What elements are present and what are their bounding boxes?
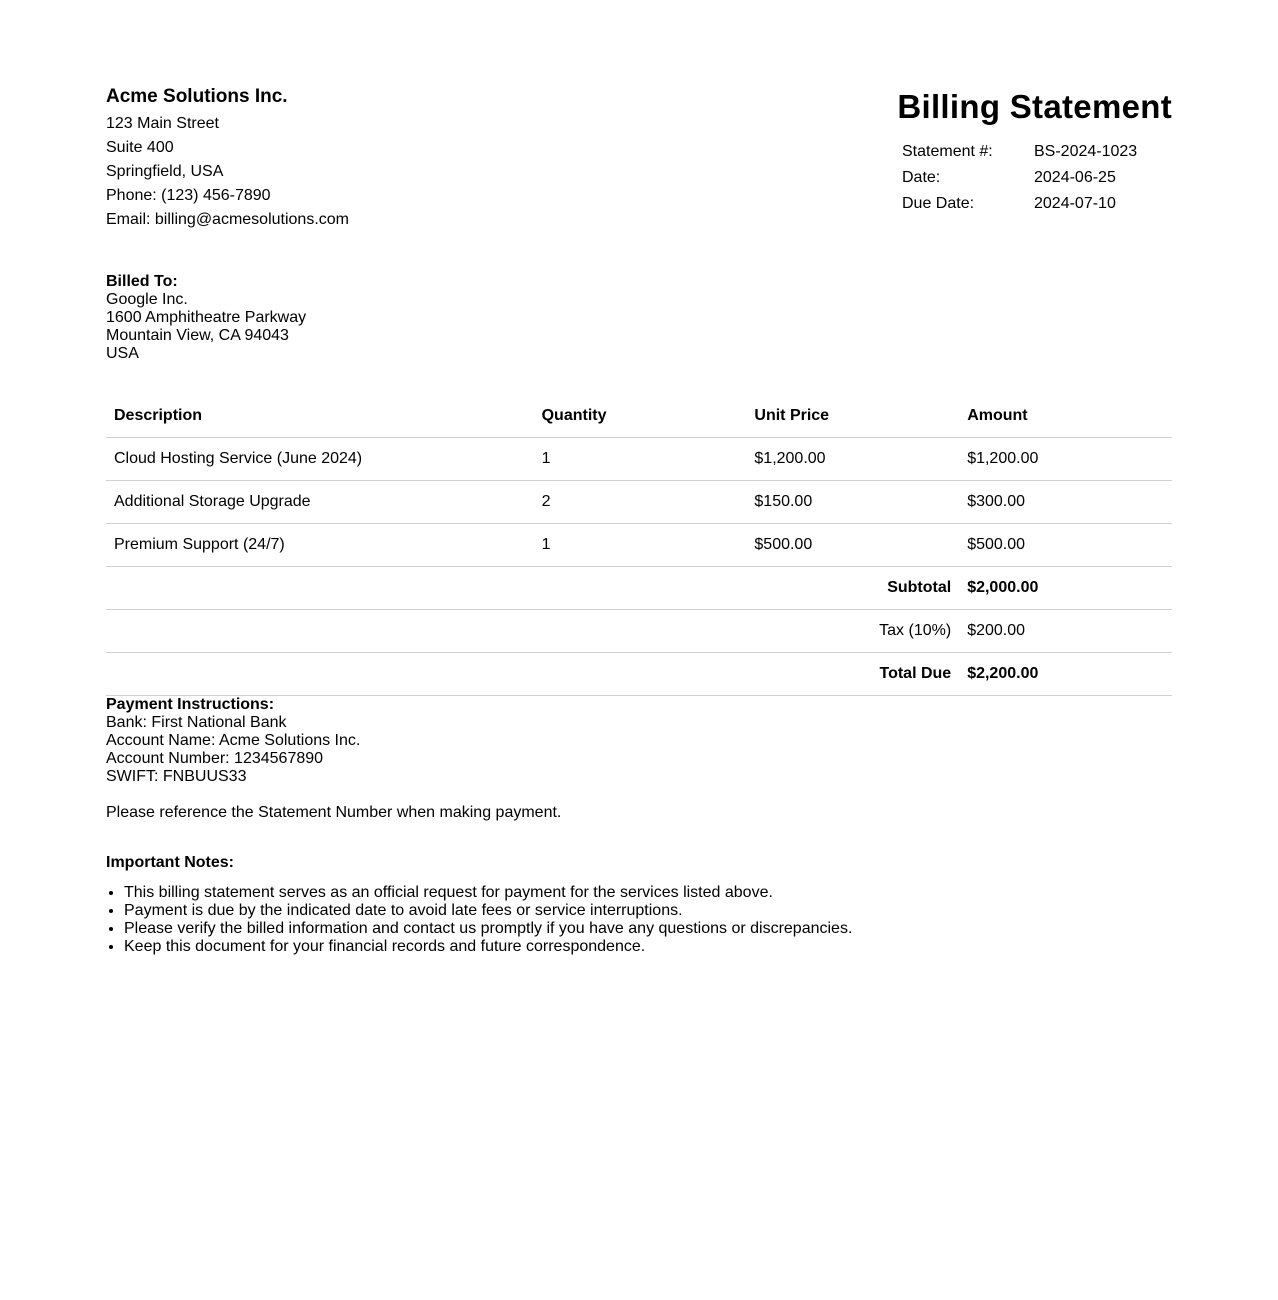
total-label: Total Due bbox=[106, 653, 959, 696]
due-date-value: 2024-07-10 bbox=[1034, 195, 1116, 212]
item-unit-price: $1,200.00 bbox=[746, 438, 959, 481]
item-amount: $500.00 bbox=[959, 524, 1172, 567]
statement-header bbox=[894, 88, 1172, 217]
line-items-table bbox=[106, 395, 1172, 696]
table-header-row bbox=[106, 395, 1172, 438]
notes-list bbox=[106, 884, 852, 956]
total-row bbox=[106, 653, 1172, 696]
subtotal-label: Subtotal bbox=[106, 567, 959, 610]
company-name: Acme Solutions Inc. bbox=[106, 86, 288, 107]
billed-to-heading: Billed To: bbox=[106, 273, 178, 290]
list-item: • Please verify the billed information and contact us promptly if you have any questions or discrepancies. bbox=[124, 920, 852, 938]
item-amount: $1,200.00 bbox=[959, 438, 1172, 481]
billed-to-section bbox=[106, 273, 306, 363]
payment-instructions bbox=[106, 696, 561, 822]
statement-number-label: Statement #: bbox=[902, 143, 993, 160]
due-date-label: Due Date: bbox=[902, 195, 975, 212]
company-email: Email: billing@acmesolutions.com bbox=[106, 211, 349, 228]
list-item: • This billing statement serves as an official request for payment for the services listed above. bbox=[124, 884, 852, 902]
subtotal-row bbox=[106, 567, 1172, 610]
table-row bbox=[106, 438, 1172, 481]
total-value: $2,200.00 bbox=[959, 653, 1172, 696]
item-description: Premium Support (24/7) bbox=[106, 524, 534, 567]
payment-account-number: Account Number: 1234567890 bbox=[106, 750, 324, 767]
list-item: • Keep this document for your financial records and future correspondence. bbox=[124, 938, 852, 956]
column-header-quantity: Quantity bbox=[534, 395, 747, 438]
payment-bank: Bank: First National Bank bbox=[106, 714, 287, 731]
list-item: • Payment is due by the indicated date to avoid late fees or service interruptions. bbox=[124, 902, 852, 920]
billed-to-street: 1600 Amphitheatre Parkway bbox=[106, 309, 307, 326]
company-address-line2: Suite 400 bbox=[106, 139, 174, 156]
column-header-amount: Amount bbox=[959, 395, 1172, 438]
item-unit-price: $500.00 bbox=[746, 524, 959, 567]
page-title: Billing Statement bbox=[897, 88, 1172, 125]
statement-date-value: 2024-06-25 bbox=[1034, 169, 1116, 186]
important-notes bbox=[106, 854, 852, 956]
notes-heading: Important Notes: bbox=[106, 854, 234, 871]
statement-number-value: BS-2024-1023 bbox=[1034, 143, 1138, 160]
payment-account-name: Account Name: Acme Solutions Inc. bbox=[106, 732, 361, 749]
statement-date-row bbox=[894, 165, 1172, 191]
table-row bbox=[106, 524, 1172, 567]
item-description: Cloud Hosting Service (June 2024) bbox=[106, 438, 534, 481]
item-quantity: 2 bbox=[534, 481, 747, 524]
payment-heading: Payment Instructions: bbox=[106, 696, 275, 713]
column-header-unit-price: Unit Price bbox=[746, 395, 959, 438]
company-info bbox=[106, 86, 349, 232]
billed-to-city: Mountain View, CA 94043 bbox=[106, 327, 289, 344]
statement-due-row bbox=[894, 191, 1172, 217]
tax-label: Tax (10%) bbox=[106, 610, 959, 653]
table-row bbox=[106, 481, 1172, 524]
payment-swift: SWIFT: FNBUUS33 bbox=[106, 768, 247, 785]
company-phone: Phone: (123) 456-7890 bbox=[106, 187, 271, 204]
company-city: Springfield, USA bbox=[106, 163, 224, 180]
company-address-line1: 123 Main Street bbox=[106, 115, 219, 132]
item-description: Additional Storage Upgrade bbox=[106, 481, 534, 524]
subtotal-value: $2,000.00 bbox=[959, 567, 1172, 610]
tax-row bbox=[106, 610, 1172, 653]
payment-reference-note: Please reference the Statement Number when making payment. bbox=[106, 804, 562, 821]
item-amount: $300.00 bbox=[959, 481, 1172, 524]
billed-to-name: Google Inc. bbox=[106, 291, 188, 308]
billed-to-country: USA bbox=[106, 345, 139, 362]
statement-date-label: Date: bbox=[902, 169, 941, 186]
tax-value: $200.00 bbox=[959, 610, 1172, 653]
item-unit-price: $150.00 bbox=[746, 481, 959, 524]
item-quantity: 1 bbox=[534, 524, 747, 567]
statement-number-row bbox=[894, 139, 1172, 165]
column-header-description: Description bbox=[106, 395, 534, 438]
item-quantity: 1 bbox=[534, 438, 747, 481]
